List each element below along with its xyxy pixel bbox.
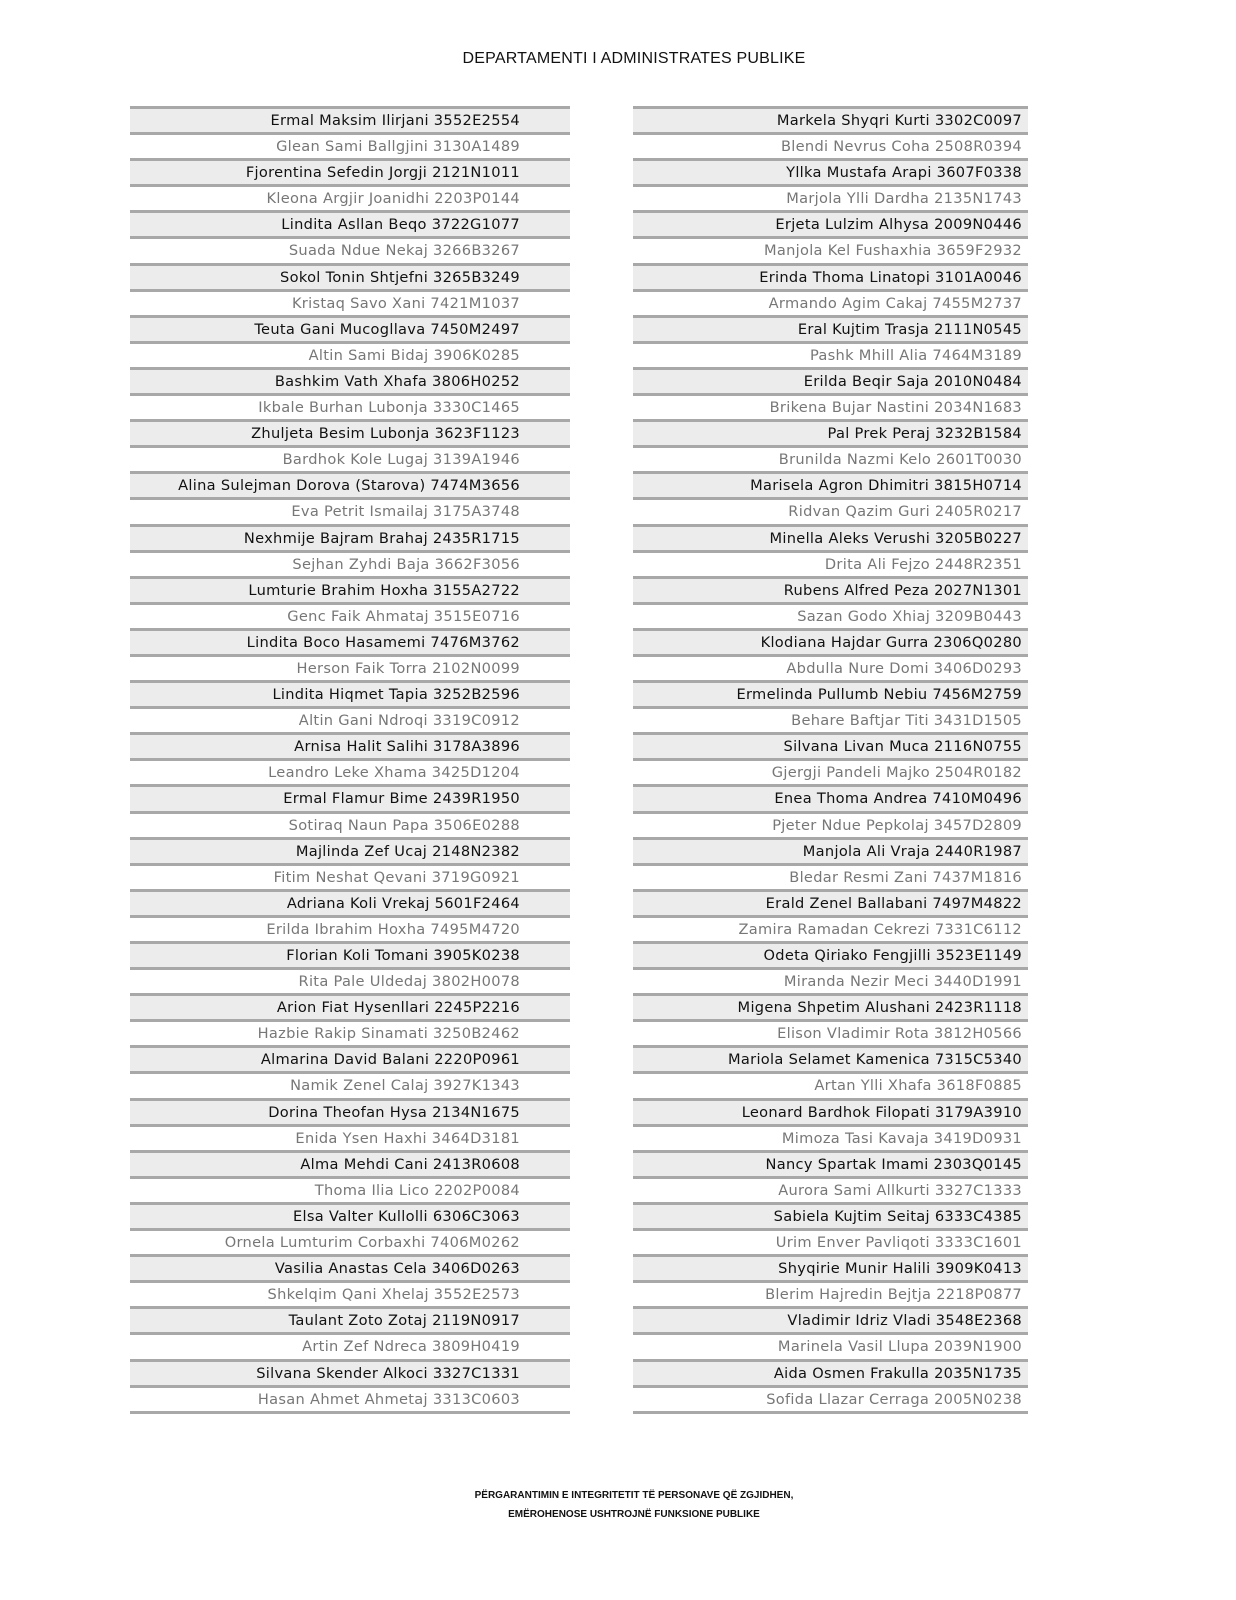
list-item: Dorina Theofan Hysa 2134N1675 [130,1098,570,1124]
footer-line-2: EMËROHENOSE USHTROJNË FUNKSIONE PUBLIKE [508,1509,760,1520]
list-item: Behare Baftjar Titi 3431D1505 [633,706,1028,732]
list-item: Mimoza Tasi Kavaja 3419D0931 [633,1124,1028,1150]
list-item: Leonard Bardhok Filopati 3179A3910 [633,1098,1028,1124]
list-item: Aurora Sami Allkurti 3327C1333 [633,1176,1028,1202]
right-name-list [633,106,1028,1414]
page-title: DEPARTAMENTI I ADMINISTRATES PUBLIKE [462,50,806,67]
list-item: Sofida Llazar Cerraga 2005N0238 [633,1385,1028,1414]
list-item: Shyqirie Munir Halili 3909K0413 [633,1254,1028,1280]
list-item: Lindita Hiqmet Tapia 3252B2596 [130,680,570,706]
list-item: Nancy Spartak Imami 2303Q0145 [633,1150,1028,1176]
list-item: Alina Sulejman Dorova (Starova) 7474M3656 [130,471,570,497]
list-item: Mariola Selamet Kamenica 7315C5340 [633,1045,1028,1071]
list-item: Manjola Kel Fushaxhia 3659F2932 [633,236,1028,262]
list-item: Hazbie Rakip Sinamati 3250B2462 [130,1019,570,1045]
list-item: Klodiana Hajdar Gurra 2306Q0280 [633,628,1028,654]
list-item: Sokol Tonin Shtjefni 3265B3249 [130,263,570,289]
footer [0,1486,1236,1524]
list-item: Silvana Livan Muca 2116N0755 [633,732,1028,758]
list-item: Herson Faik Torra 2102N0099 [130,654,570,680]
list-item: Altin Sami Bidaj 3906K0285 [130,341,570,367]
list-item: Genc Faik Ahmataj 3515E0716 [130,602,570,628]
list-item: Florian Koli Tomani 3905K0238 [130,941,570,967]
list-item: Elison Vladimir Rota 3812H0566 [633,1019,1028,1045]
list-item: Erilda Beqir Saja 2010N0484 [633,367,1028,393]
list-item: Brunilda Nazmi Kelo 2601T0030 [633,445,1028,471]
list-item: Pjeter Ndue Pepkolaj 3457D2809 [633,811,1028,837]
list-item: Migena Shpetim Alushani 2423R1118 [633,993,1028,1019]
list-item: Ermal Flamur Bime 2439R1950 [130,784,570,810]
list-item: Armando Agim Cakaj 7455M2737 [633,289,1028,315]
list-item: Namik Zenel Calaj 3927K1343 [130,1071,570,1097]
list-item: Glean Sami Ballgjini 3130A1489 [130,132,570,158]
list-item: Blendi Nevrus Coha 2508R0394 [633,132,1028,158]
list-item: Sejhan Zyhdi Baja 3662F3056 [130,550,570,576]
list-item: Ermelinda Pullumb Nebiu 7456M2759 [633,680,1028,706]
list-item: Ermal Maksim Ilirjani 3552E2554 [130,106,570,132]
list-item: Minella Aleks Verushi 3205B0227 [633,524,1028,550]
list-item: Lindita Boco Hasamemi 7476M3762 [130,628,570,654]
list-item: Enida Ysen Haxhi 3464D3181 [130,1124,570,1150]
list-item: Altin Gani Ndroqi 3319C0912 [130,706,570,732]
list-item: Lumturie Brahim Hoxha 3155A2722 [130,576,570,602]
list-item: Erjeta Lulzim Alhysa 2009N0446 [633,210,1028,236]
list-item: Miranda Nezir Meci 3440D1991 [633,967,1028,993]
list-item: Brikena Bujar Nastini 2034N1683 [633,393,1028,419]
list-item: Erald Zenel Ballabani 7497M4822 [633,889,1028,915]
list-item: Alma Mehdi Cani 2413R0608 [130,1150,570,1176]
list-item: Sotiraq Naun Papa 3506E0288 [130,811,570,837]
list-item: Abdulla Nure Domi 3406D0293 [633,654,1028,680]
list-item: Kristaq Savo Xani 7421M1037 [130,289,570,315]
list-item: Rubens Alfred Peza 2027N1301 [633,576,1028,602]
list-item: Silvana Skender Alkoci 3327C1331 [130,1359,570,1385]
list-item: Enea Thoma Andrea 7410M0496 [633,784,1028,810]
list-item: Majlinda Zef Ucaj 2148N2382 [130,837,570,863]
list-item: Yllka Mustafa Arapi 3607F0338 [633,158,1028,184]
footer-line-1: PËRGARANTIMIN E INTEGRITETIT TË PERSONAVE QË ZGJIDHEN, [474,1490,794,1501]
list-item: Ikbale Burhan Lubonja 3330C1465 [130,393,570,419]
list-item: Bashkim Vath Xhafa 3806H0252 [130,367,570,393]
list-item: Pal Prek Peraj 3232B1584 [633,419,1028,445]
list-item: Adriana Koli Vrekaj 5601F2464 [130,889,570,915]
list-item: Marisela Agron Dhimitri 3815H0714 [633,471,1028,497]
list-item: Kleona Argjir Joanidhi 2203P0144 [130,184,570,210]
list-item: Eral Kujtim Trasja 2111N0545 [633,315,1028,341]
list-item: Urim Enver Pavliqoti 3333C1601 [633,1228,1028,1254]
list-item: Taulant Zoto Zotaj 2119N0917 [130,1306,570,1332]
list-item: Vladimir Idriz Vladi 3548E2368 [633,1306,1028,1332]
list-item: Marjola Ylli Dardha 2135N1743 [633,184,1028,210]
list-item: Fitim Neshat Qevani 3719G0921 [130,863,570,889]
left-name-list [130,106,570,1414]
list-item: Arion Fiat Hysenllari 2245P2216 [130,993,570,1019]
list-item: Ridvan Qazim Guri 2405R0217 [633,497,1028,523]
list-item: Markela Shyqri Kurti 3302C0097 [633,106,1028,132]
list-item: Gjergji Pandeli Majko 2504R0182 [633,758,1028,784]
list-item: Elsa Valter Kullolli 6306C3063 [130,1202,570,1228]
list-item: Blerim Hajredin Bejtja 2218P0877 [633,1280,1028,1306]
list-item: Nexhmije Bajram Brahaj 2435R1715 [130,524,570,550]
list-item: Odeta Qiriako Fengjilli 3523E1149 [633,941,1028,967]
list-item: Artin Zef Ndreca 3809H0419 [130,1332,570,1358]
list-item: Shkelqim Qani Xhelaj 3552E2573 [130,1280,570,1306]
list-item: Eva Petrit Ismailaj 3175A3748 [130,497,570,523]
list-item: Fjorentina Sefedin Jorgji 2121N1011 [130,158,570,184]
list-item: Aida Osmen Frakulla 2035N1735 [633,1359,1028,1385]
list-item: Lindita Asllan Beqo 3722G1077 [130,210,570,236]
list-item: Thoma Ilia Lico 2202P0084 [130,1176,570,1202]
list-item: Manjola Ali Vraja 2440R1987 [633,837,1028,863]
list-item: Sazan Godo Xhiaj 3209B0443 [633,602,1028,628]
list-item: Drita Ali Fejzo 2448R2351 [633,550,1028,576]
list-item: Zhuljeta Besim Lubonja 3623F1123 [130,419,570,445]
list-item: Suada Ndue Nekaj 3266B3267 [130,236,570,262]
list-item: Hasan Ahmet Ahmetaj 3313C0603 [130,1385,570,1414]
list-item: Marinela Vasil Llupa 2039N1900 [633,1332,1028,1358]
list-item: Erinda Thoma Linatopi 3101A0046 [633,263,1028,289]
list-item: Vasilia Anastas Cela 3406D0263 [130,1254,570,1280]
list-item: Sabiela Kujtim Seitaj 6333C4385 [633,1202,1028,1228]
list-item: Arnisa Halit Salihi 3178A3896 [130,732,570,758]
list-item: Bledar Resmi Zani 7437M1816 [633,863,1028,889]
list-item: Pashk Mhill Alia 7464M3189 [633,341,1028,367]
list-item: Artan Ylli Xhafa 3618F0885 [633,1071,1028,1097]
list-item: Ornela Lumturim Corbaxhi 7406M0262 [130,1228,570,1254]
list-item: Erilda Ibrahim Hoxha 7495M4720 [130,915,570,941]
list-item: Bardhok Kole Lugaj 3139A1946 [130,445,570,471]
list-item: Rita Pale Uldedaj 3802H0078 [130,967,570,993]
list-item: Zamira Ramadan Cekrezi 7331C6112 [633,915,1028,941]
list-item: Leandro Leke Xhama 3425D1204 [130,758,570,784]
list-item: Teuta Gani Mucogllava 7450M2497 [130,315,570,341]
list-item: Almarina David Balani 2220P0961 [130,1045,570,1071]
